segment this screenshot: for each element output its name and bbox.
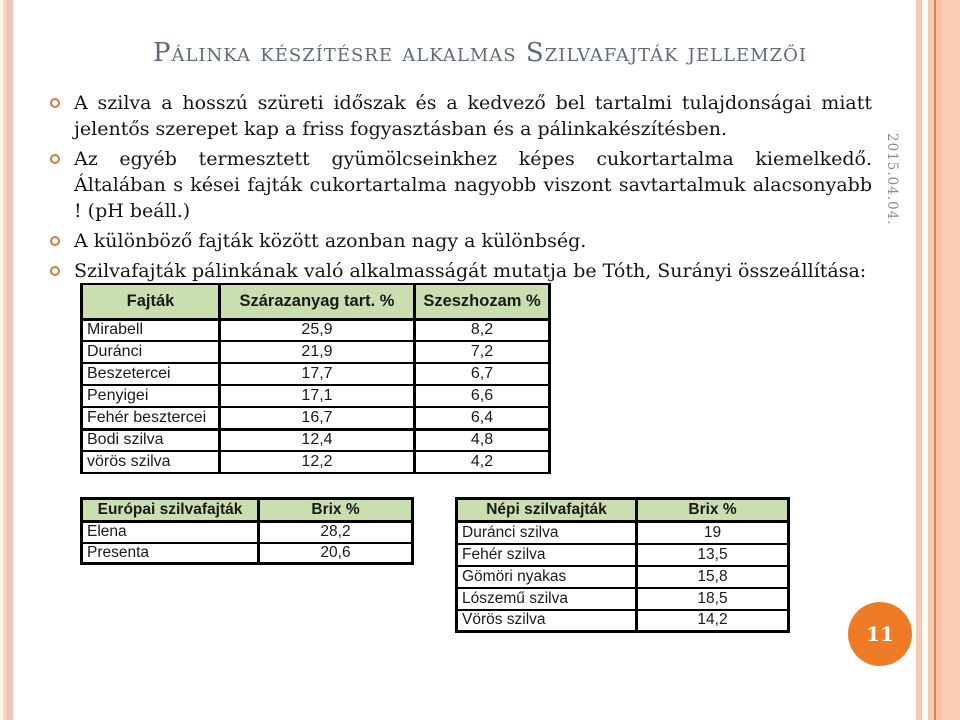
table-cell: 7,2 — [415, 341, 550, 363]
right-stripe-band — [942, 0, 960, 720]
table-row — [82, 385, 550, 407]
circle-bullet-icon — [50, 154, 60, 164]
circle-bullet-icon — [50, 98, 60, 108]
table-cell: Duránci szilva — [457, 522, 637, 544]
table-cell: 4,2 — [415, 451, 550, 473]
column-header: Európai szilvafajták — [82, 499, 259, 522]
folk-varieties-table — [455, 497, 790, 633]
table-cell: Gömöri nyakas — [457, 566, 637, 588]
column-header: Brix % — [637, 499, 789, 522]
table-cell: Lószemű szilva — [457, 588, 637, 610]
table-header-row — [82, 284, 550, 319]
table-cell: Bodi szilva — [82, 429, 220, 451]
table-cell: Vörös szilva — [457, 610, 637, 632]
table-header-row — [457, 499, 789, 522]
bullet-text: A különböző fajták között azonban nagy a különbség. — [74, 230, 587, 252]
table-cell: 18,5 — [637, 588, 789, 610]
bullet-text: Az egyéb termesztett gyümölcseinkhez képes cukortartalma kiemelkedő. Általában s kései fajták cukortartalma nagyobb viszont savtartalmuk alacsonyabb ! (pH beáll.) — [74, 148, 872, 222]
table-row — [82, 363, 550, 385]
bullet-item — [50, 146, 872, 224]
table-cell: 15,8 — [637, 566, 789, 588]
table-cell: Mirabell — [82, 319, 220, 341]
slide-title: Pálinka készítésre alkalmas Szilvafajták jellemzői — [152, 38, 807, 68]
table-cell: Fehér besztercei — [82, 407, 220, 429]
table-row — [82, 319, 550, 341]
page-number-badge — [848, 602, 912, 666]
table-cell: 8,2 — [415, 319, 550, 341]
table-cell: 12,2 — [220, 451, 415, 473]
table-cell: vörös szilva — [82, 451, 220, 473]
column-header: Szeszhozam % — [415, 284, 550, 319]
table-cell: Beszetercei — [82, 363, 220, 385]
table-row — [82, 407, 550, 429]
left-stripe-salmon — [6, 0, 13, 720]
european-varieties-table — [80, 497, 414, 565]
table-row — [457, 566, 789, 588]
table-cell: Elena — [82, 522, 259, 543]
plum-varieties-table — [80, 283, 551, 474]
table-row — [82, 522, 413, 543]
table-cell: 12,4 — [220, 429, 415, 451]
table-row — [82, 341, 550, 363]
table-cell: 20,6 — [259, 543, 413, 564]
page-number: 11 — [866, 622, 894, 646]
table-cell: 17,7 — [220, 363, 415, 385]
table-cell: 21,9 — [220, 341, 415, 363]
table-row — [457, 544, 789, 566]
table-cell: Penyigei — [82, 385, 220, 407]
table-cell: 6,6 — [415, 385, 550, 407]
bullet-item — [50, 90, 872, 142]
table-row — [82, 451, 550, 473]
column-header: Népi szilvafajták — [457, 499, 637, 522]
table-row — [82, 543, 413, 564]
table-cell: 6,7 — [415, 363, 550, 385]
table-row — [457, 610, 789, 632]
bullet-item — [50, 228, 872, 254]
table-cell: Presenta — [82, 543, 259, 564]
column-header: Szárazanyag tart. % — [220, 284, 415, 319]
table-cell: 6,4 — [415, 407, 550, 429]
circle-bullet-icon — [50, 266, 60, 276]
bullet-list — [50, 90, 872, 288]
table-header-row — [82, 499, 413, 522]
right-stripe-1 — [916, 0, 922, 720]
bullet-item — [50, 258, 872, 284]
table-cell: 28,2 — [259, 522, 413, 543]
table-cell: 13,5 — [637, 544, 789, 566]
column-header: Brix % — [259, 499, 413, 522]
bullet-text: Szilvafajták pálinkának való alkalmasságát mutatja be Tóth, Surányi összeállítása: — [74, 260, 867, 282]
table-cell: Duránci — [82, 341, 220, 363]
table-cell: 19 — [637, 522, 789, 544]
table-row — [457, 588, 789, 610]
table-row — [457, 522, 789, 544]
date-sidebar: 2015.04.04. — [884, 133, 900, 226]
table-cell: 25,9 — [220, 319, 415, 341]
table-cell: Fehér szilva — [457, 544, 637, 566]
table-cell: 4,8 — [415, 429, 550, 451]
column-header: Fajták — [82, 284, 220, 319]
table-cell: 14,2 — [637, 610, 789, 632]
table-cell: 16,7 — [220, 407, 415, 429]
table-cell: 17,1 — [220, 385, 415, 407]
bullet-text: A szilva a hosszú szüreti időszak és a kedvező bel tartalmi tulajdonságai miatt jelentős szerepet kap a friss fogyasztásban és a pálinkakészítésben. — [74, 92, 872, 140]
circle-bullet-icon — [50, 236, 60, 246]
table-row — [82, 429, 550, 451]
